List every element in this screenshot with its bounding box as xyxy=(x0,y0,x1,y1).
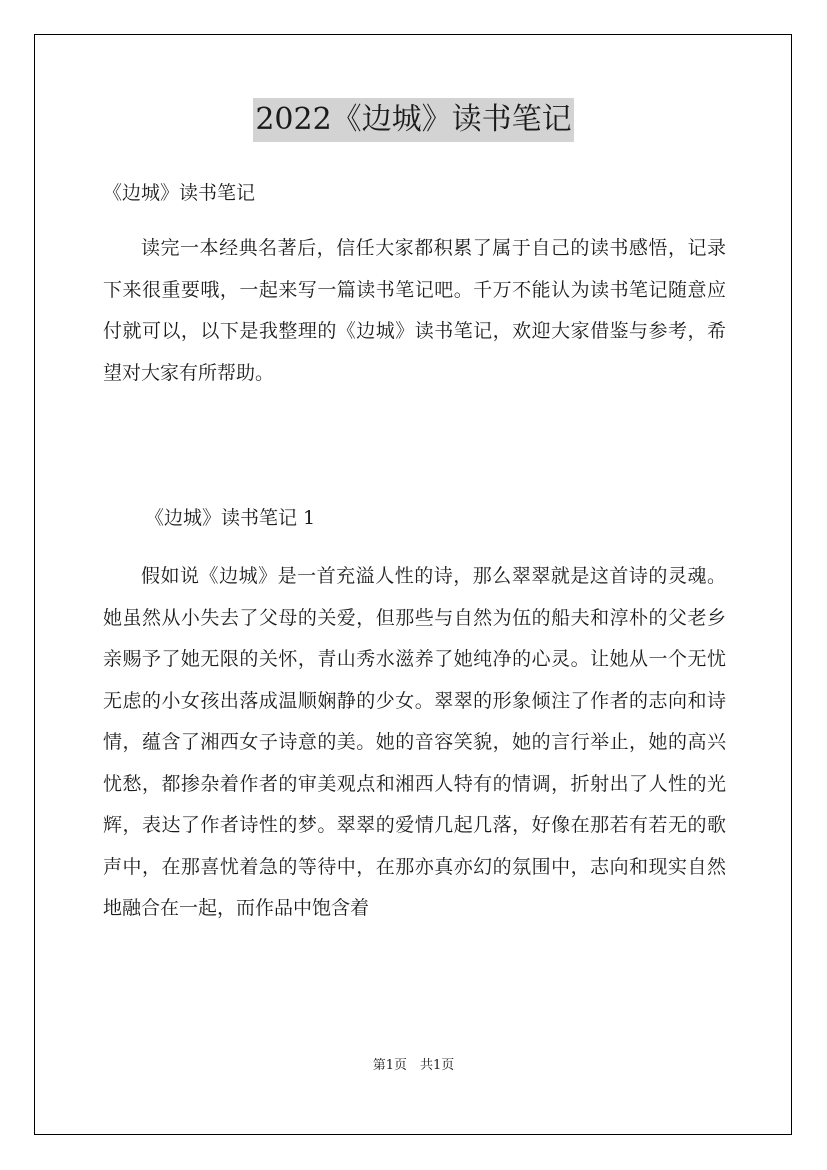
intro-paragraph: 读完一本经典名著后，信任大家都积累了属于自己的读书感悟，记录下来很重要哦，一起来写一篇读书笔记吧。千万不能认为读书笔记随意应付就可以，以下是我整理的《边城》读书笔记，欢迎大家借鉴与参考，希望对大家有所帮助。 xyxy=(103,237,726,384)
title-container xyxy=(0,98,827,142)
body-block xyxy=(103,556,726,930)
body-paragraph: 假如说《边城》是一首充溢人性的诗，那么翠翠就是这首诗的灵魂。她虽然从小失去了父母的关爱，但那些与自然为伍的船夫和淳朴的父老乡亲赐予了她无限的关怀，青山秀水滋养了她纯净的心灵。让她从一个无忧无虑的小女孩出落成温顺娴静的少女。翠翠的形象倾注了作者的志向和诗情，蕴含了湘西女子诗意的美。她的音容笑貌，她的言行举止，她的高兴忧愁，都掺杂着作者的审美观点和湘西人特有的情调，折射出了人性的光辉，表达了作者诗性的梦。翠翠的爱情几起几落，好像在那若有若无的歌声中，在那喜忧着急的等待中，在那亦真亦幻的氛围中，志向和现实自然地融合在一起，而作品中饱含着 xyxy=(103,565,726,919)
section-heading: 《边城》读书笔记 1 xyxy=(145,507,316,529)
page-footer: 第1页 共1页 xyxy=(372,1058,455,1073)
intro-block xyxy=(103,228,726,394)
document-title: 2022《边城》读书笔记 xyxy=(253,98,573,142)
document-subtitle: 《边城》读书笔记 xyxy=(103,182,256,204)
